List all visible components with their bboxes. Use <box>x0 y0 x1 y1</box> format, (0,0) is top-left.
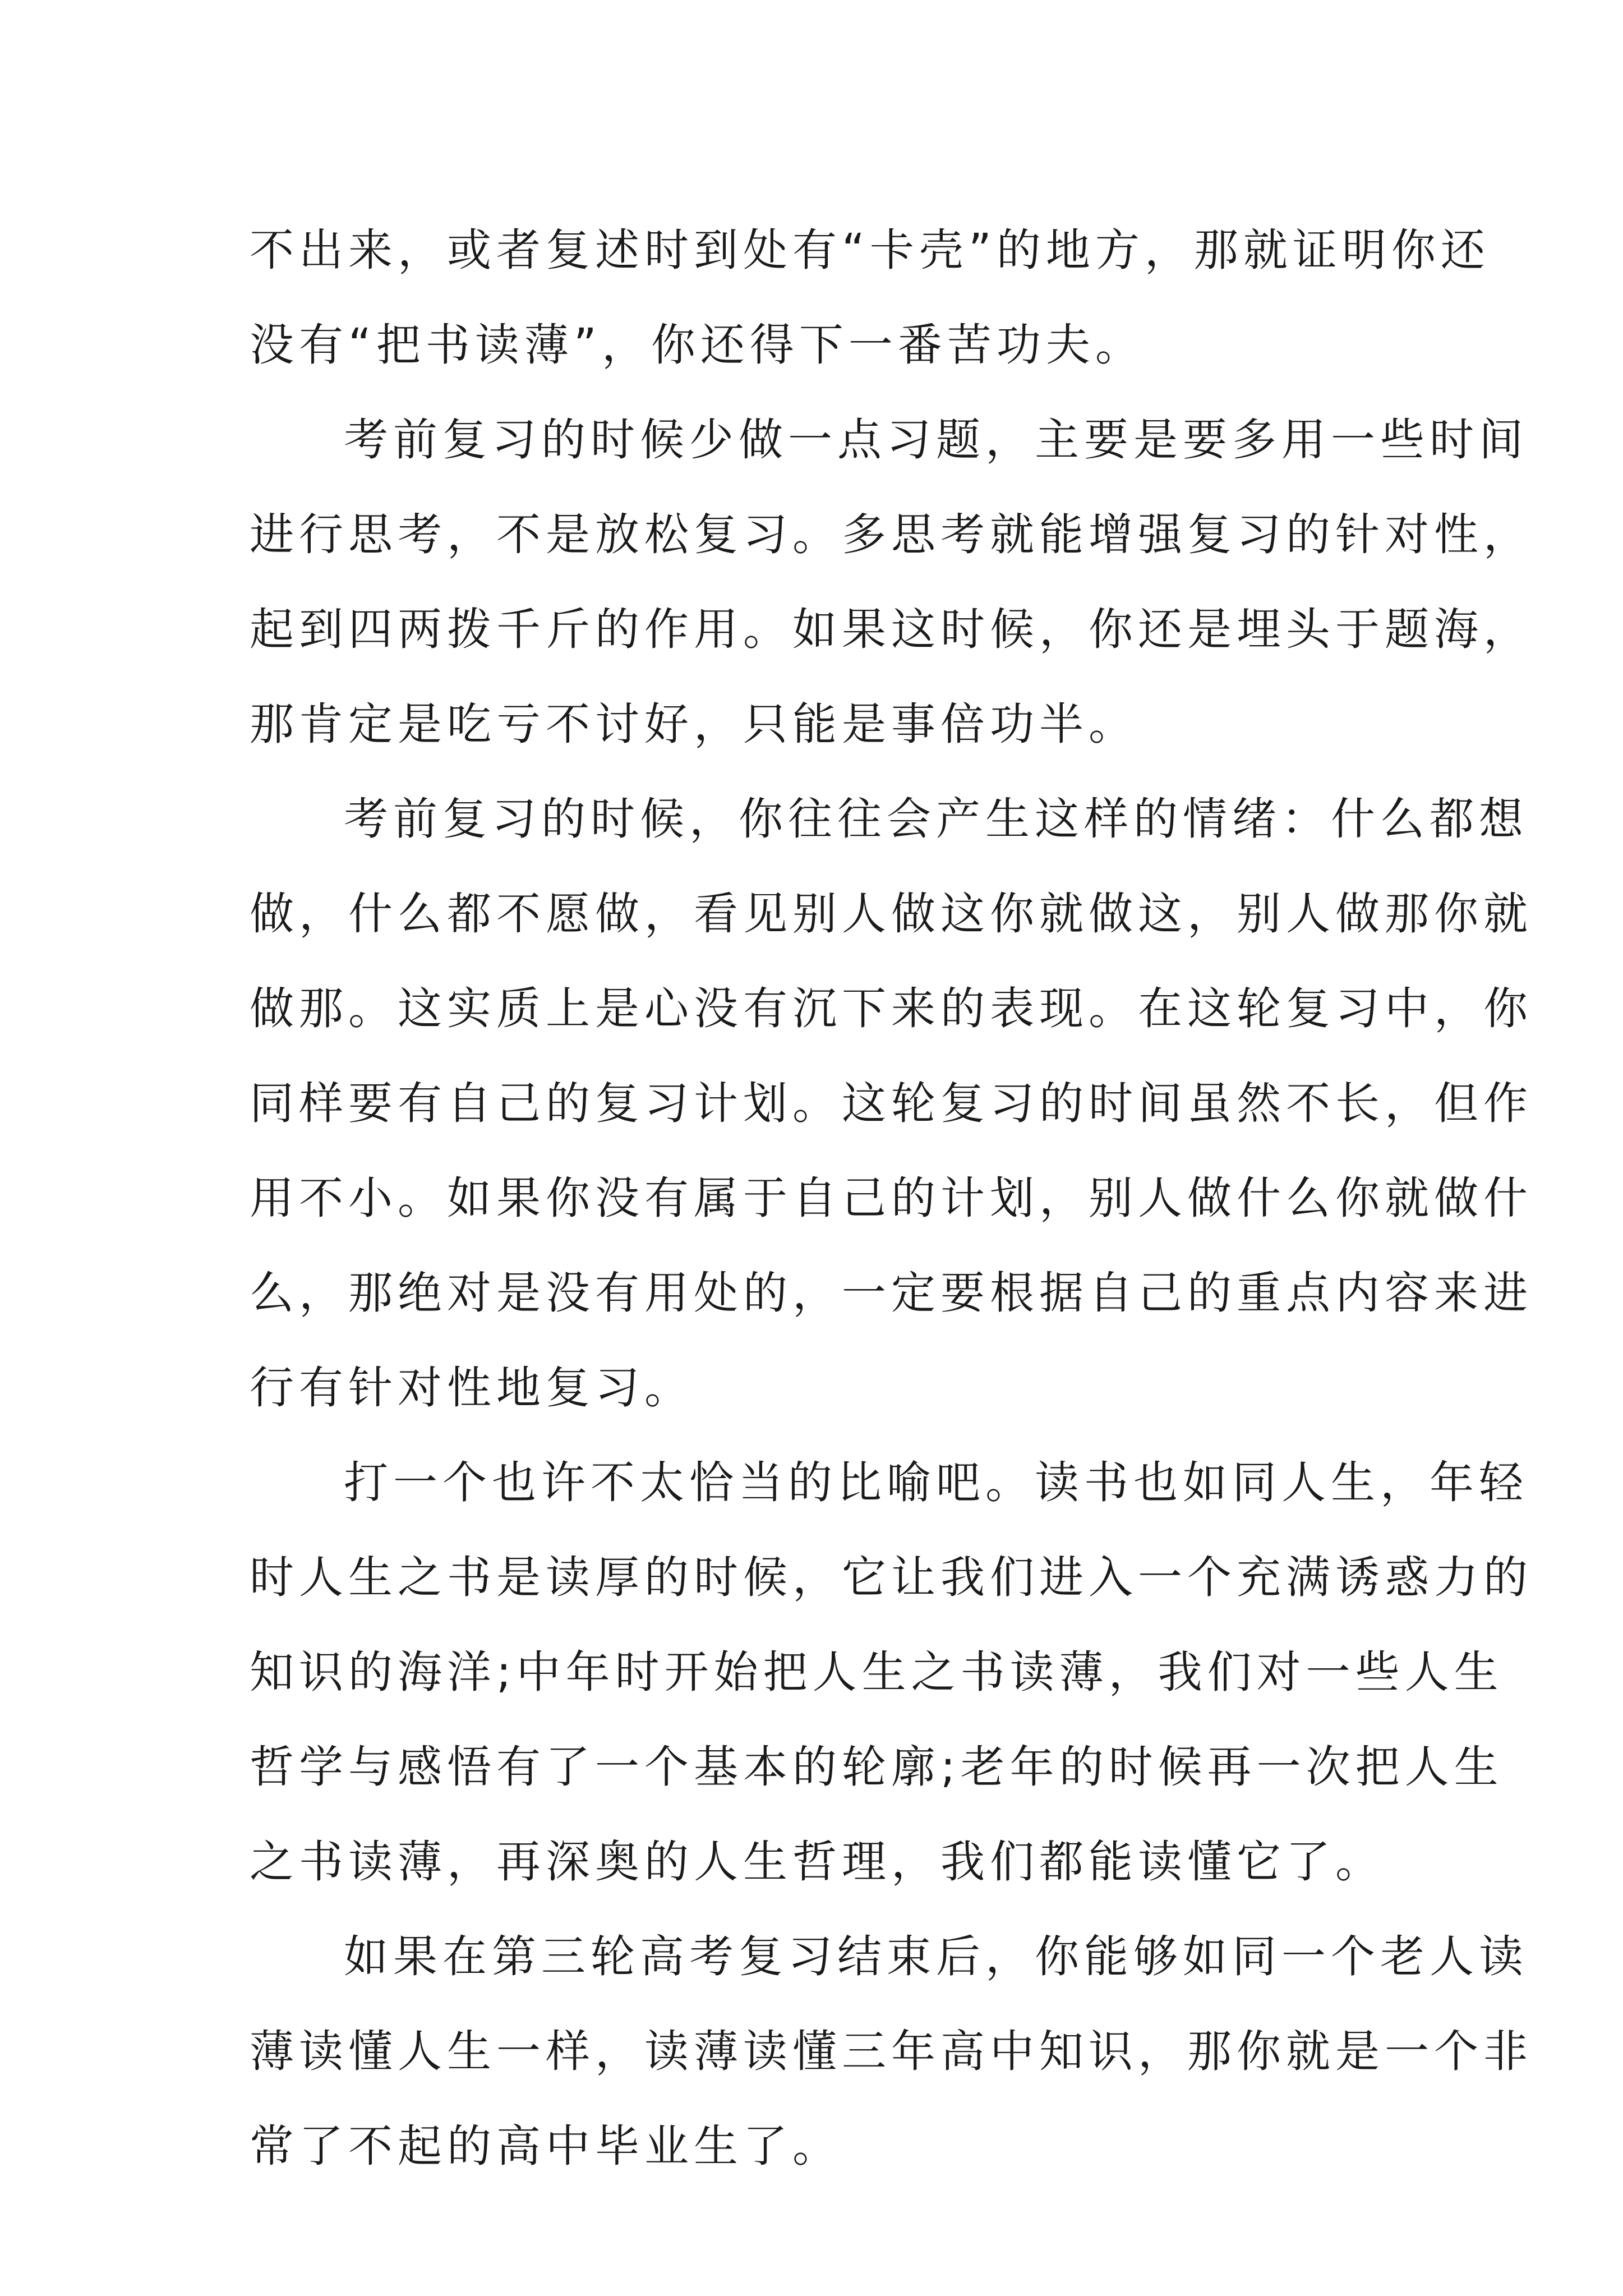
text-line: 薄读懂人生一样，读薄读懂三年高中知识，那你就是一个非 <box>250 2026 1533 2077</box>
text-line: 知识的海洋;中年时开始把人生之书读薄，我们对一些人生 <box>250 1646 1504 1698</box>
text-line: 么，那绝对是没有用处的，一定要根据自己的重点内容来进 <box>250 1267 1533 1319</box>
paragraph-3 <box>250 772 1533 1435</box>
text-line: 不出来，或者复述时到处有“卡壳”的地方，那就证明你还 <box>250 224 1490 276</box>
text-line: 如果在第三轮高考复习结束后，你能够如同一个老人读 <box>344 1931 1528 1982</box>
text-line: 考前复习的时候少做一点习题，主要是要多用一些时间 <box>344 414 1528 466</box>
text-line: 行有针对性地复习。 <box>250 1362 694 1414</box>
text-line: 打一个也许不太恰当的比喻吧。读书也如同人生，年轻 <box>344 1457 1528 1508</box>
paragraph-2 <box>250 393 1533 772</box>
text-line: 没有“把书读薄”，你还得下一番苦功夫。 <box>250 319 1145 371</box>
text-line: 进行思考，不是放松复习。多思考就能增强复习的针对性， <box>250 509 1533 560</box>
text-line: 之书读薄，再深奥的人生哲理，我们都能读懂它了。 <box>250 1836 1385 1888</box>
document-body <box>250 203 1533 2194</box>
paragraph-4 <box>250 1435 1533 1910</box>
text-line: 哲学与感悟有了一个基本的轮廓;老年的时候再一次把人生 <box>250 1741 1504 1793</box>
text-line: 起到四两拨千斤的作用。如果这时候，你还是埋头于题海， <box>250 604 1533 655</box>
text-line: 同样要有自己的复习计划。这轮复习的时间虽然不长，但作 <box>250 1078 1533 1129</box>
text-line: 做那。这实质上是心没有沉下来的表现。在这轮复习中，你 <box>250 983 1533 1034</box>
text-line: 时人生之书是读厚的时候，它让我们进入一个充满诱惑力的 <box>250 1552 1533 1603</box>
text-line: 做，什么都不愿做，看见别人做这你就做这，别人做那你就 <box>250 888 1533 940</box>
paragraph-5 <box>250 1910 1533 2194</box>
text-line: 那肯定是吃亏不讨好，只能是事倍功半。 <box>250 698 1138 750</box>
paragraph-1 <box>250 203 1490 393</box>
text-line: 常了不起的高中毕业生了。 <box>250 2120 842 2172</box>
text-line: 用不小。如果你没有属于自己的计划，别人做什么你就做什 <box>250 1172 1533 1224</box>
text-line: 考前复习的时候，你往往会产生这样的情绪：什么都想 <box>344 793 1528 845</box>
